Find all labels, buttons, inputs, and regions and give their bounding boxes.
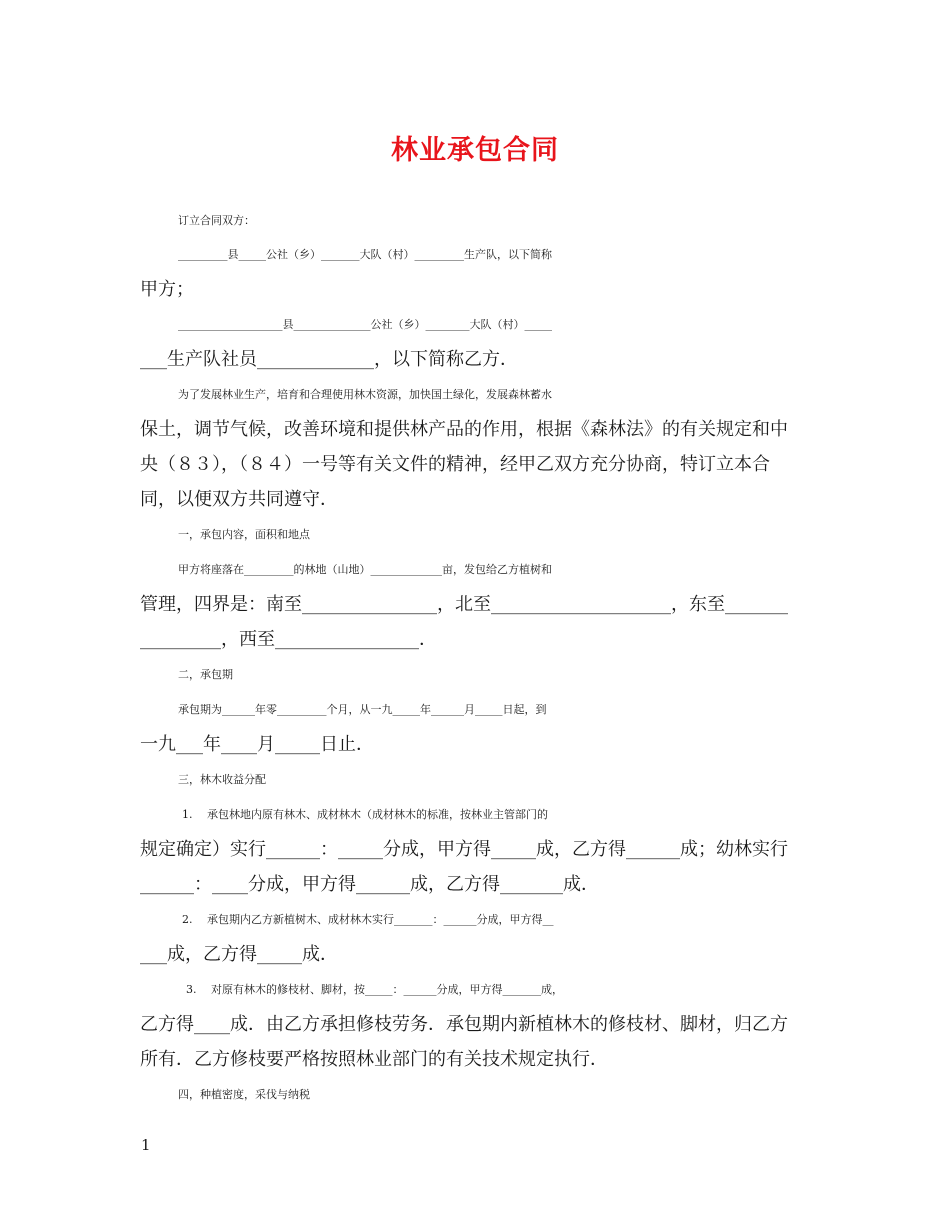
text-line: ___生产队社员_____________，以下简称乙方． — [140, 349, 518, 370]
text-line: 订立合同双方： — [178, 214, 255, 227]
text-line: ___成，乙方得_____成． — [140, 944, 338, 965]
text-line: 为了发展林业生产，培育和合理使用林木资源，加快国土绿化，发展森林蓄水 — [178, 388, 552, 401]
text-line: 规定确定）实行______：_____分成，甲方得_____成，乙方得______成；幼林实行 — [140, 839, 788, 860]
text-line: _________县_____公社（乡）_______大队（村）_________生产队，以下简称 — [178, 248, 552, 261]
text-line: 乙方得____成．由乙方承担修枝劳务．承包期内新植林木的修枝材、脚材，归乙方 — [140, 1014, 788, 1035]
document-title: 林业承包合同 — [391, 135, 559, 166]
section-heading: 四，种植密度，采伐与纳税 — [178, 1088, 310, 1101]
page-number: 1 — [141, 1136, 151, 1154]
numbered-item: 2. 承包期内乙方新植树木、成材林木实行_______：______分成，甲方得__ — [182, 913, 554, 926]
section-heading: 一，承包内容，面积和地点 — [178, 528, 310, 541]
text-line: 保土，调节气候，改善环境和提供林产品的作用，根据《森林法》的有关规定和中 — [140, 419, 788, 440]
section-heading: 三，林木收益分配 — [178, 773, 266, 786]
text-line: _________，西至________________． — [140, 629, 437, 650]
text-line: 所有．乙方修枝要严格按照林业部门的有关技术规定执行． — [140, 1049, 608, 1070]
section-heading: 二，承包期 — [178, 668, 233, 681]
text-line: 甲方将座落在_________的林地（山地）_____________亩，发包给乙方植树和 — [178, 563, 552, 576]
text-line: 同，以便双方共同遵守． — [140, 489, 338, 510]
numbered-item: 3. 对原有林木的修枝材、脚材，按_____：______分成，甲方得_______成， — [186, 983, 563, 996]
numbered-item: 1. 承包林地内原有林木、成材林木（成材林木的标准，按林业主管部门的 — [182, 808, 548, 821]
text-line: 央（８３），（８４）一号等有关文件的精神，经甲乙双方充分协商，特订立本合 — [140, 454, 770, 475]
text-line: 承包期为______年零_________个月，从一九_____年______月_____日起，到 — [178, 703, 547, 716]
text-line: 甲方； — [140, 279, 194, 300]
text-line: 管理，四界是：南至_______________，北至____________________，东至_______ — [140, 594, 788, 615]
text-line: ___________________县______________公社（乡）________大队（村）_____ — [178, 318, 552, 331]
text-line: ______：____分成，甲方得______成，乙方得_______成． — [140, 874, 599, 895]
text-line: 一九___年____月_____日止． — [140, 734, 374, 755]
